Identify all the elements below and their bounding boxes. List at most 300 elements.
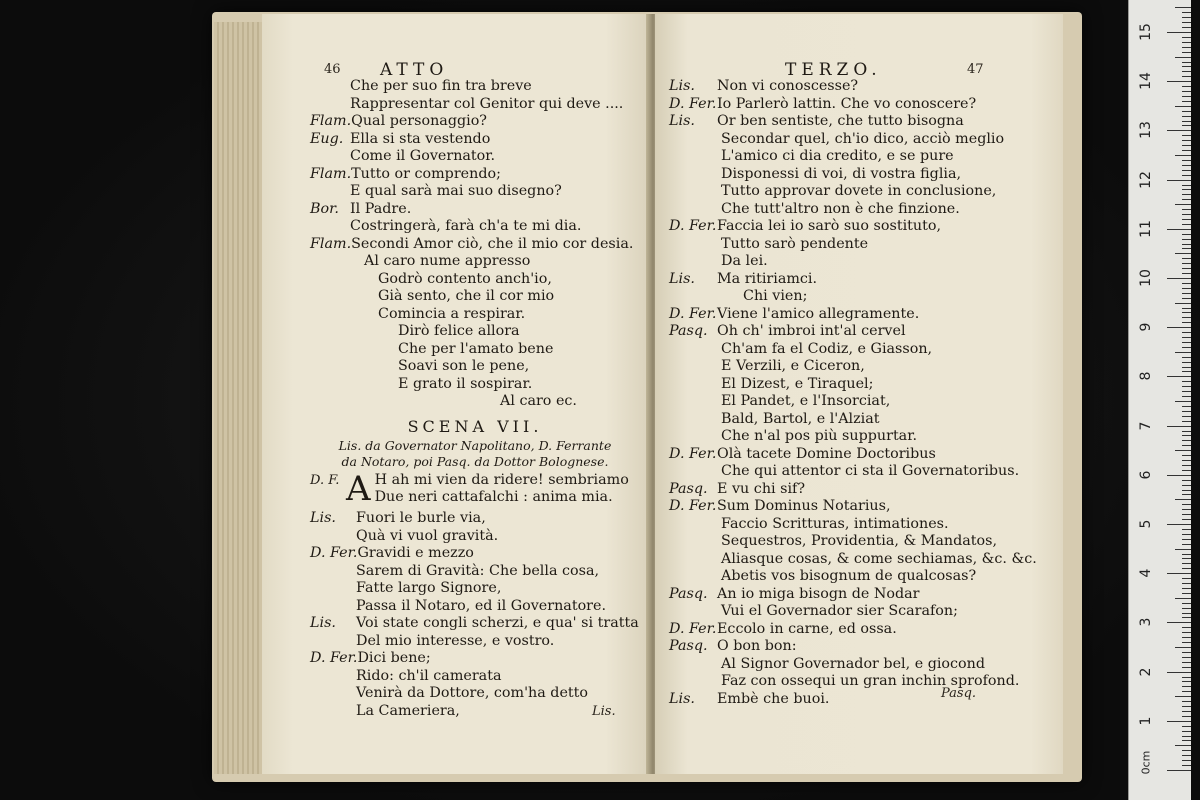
ruler-tick: [1182, 214, 1191, 215]
ruler-tick: [1182, 12, 1191, 13]
ruler-tick: [1182, 627, 1191, 628]
text-line: [310, 598, 639, 616]
speaker-label: Pasq.: [669, 480, 708, 497]
text-line: [669, 113, 1037, 131]
ruler-tick: [1175, 499, 1191, 500]
verse-text: Non vi conoscesse?: [717, 78, 859, 94]
ruler-tick: [1182, 681, 1191, 682]
text-line: [310, 253, 633, 271]
speaker-label: Lis.: [310, 615, 336, 631]
ruler-tick: [1182, 465, 1191, 466]
verse-text: E vu chi sif?: [717, 480, 806, 497]
text-line: [669, 603, 1037, 621]
ruler-tick: [1182, 642, 1191, 643]
ruler-tick: [1182, 76, 1191, 77]
text-line: [310, 201, 633, 219]
text-line: [669, 586, 1037, 604]
verse-text: Dirò felice allora: [398, 323, 520, 339]
verse-text: Secondar quel, ch'io dico, acciò meglio: [721, 130, 1005, 147]
verse-text: Tutto or comprendo;: [351, 165, 501, 182]
speaker-label: Pasq.: [669, 638, 708, 654]
speaker-label: D. F.: [310, 472, 340, 488]
ruler-tick: [1182, 22, 1191, 23]
ruler-tick: [1182, 706, 1191, 707]
verse-text: Tutto sarò pendente: [721, 235, 869, 252]
speaker-label: Flam.: [310, 235, 352, 252]
text-line: [669, 498, 1037, 516]
left-text-bottom: [310, 510, 639, 720]
ruler-tick: [1182, 632, 1191, 633]
verse-text: Eccolo in carne, ed ossa.: [717, 620, 897, 637]
ruler-tick: [1182, 160, 1191, 161]
ruler-tick: [1182, 529, 1191, 530]
ruler-tick: [1182, 37, 1191, 38]
ruler-tick: [1182, 125, 1191, 126]
ruler-tick: [1182, 750, 1191, 751]
ruler-tick: [1182, 386, 1191, 387]
ruler-tick: [1175, 7, 1191, 8]
ruler-unit-label: 0cm: [1139, 750, 1153, 775]
ruler-tick: [1182, 637, 1191, 638]
text-line: [310, 96, 633, 114]
ruler-tick: [1182, 435, 1191, 436]
ruler-tick: [1182, 460, 1191, 461]
right-page: [655, 14, 1063, 774]
text-line: [310, 113, 633, 131]
ruler-tick: [1175, 253, 1191, 254]
verse-text: Or ben sentiste, che tutto bisogna: [717, 113, 964, 129]
ruler-tick: [1182, 224, 1191, 225]
verse-text: Oh ch' imbroi int'al cervel: [717, 323, 906, 339]
ruler-tick: [1182, 371, 1191, 372]
text-line: [310, 393, 633, 411]
speaker-label: D. Fer.: [669, 620, 717, 637]
ruler-tick: [1182, 381, 1191, 382]
speaker-label: Lis.: [669, 78, 695, 94]
ruler-tick: [1182, 312, 1191, 313]
ruler-number: 3: [1138, 617, 1154, 627]
verse-text: Al Signor Governador bel, e giocond: [721, 655, 986, 672]
verse-text: Secondi Amor ciò, che il mio cor desia.: [351, 235, 634, 252]
ruler-tick: [1182, 357, 1191, 358]
ruler-tick: [1182, 519, 1191, 520]
dropcap-line-1: H ah mi vien da ridere! sembriamo: [374, 471, 629, 488]
verse-text: Quà vi vuol gravità.: [356, 527, 499, 544]
ruler-tick: [1175, 745, 1191, 746]
verse-text: Venirà da Dottore, com'ha detto: [356, 685, 589, 701]
ruler-tick: [1182, 342, 1191, 343]
verse-text: Al caro ec.: [500, 393, 577, 409]
ruler-tick: [1182, 455, 1191, 456]
ruler-number: 9: [1138, 322, 1154, 332]
verse-text: Fuori le burle via,: [356, 510, 486, 526]
ruler-number: 11: [1138, 219, 1154, 238]
ruler-tick: [1182, 480, 1191, 481]
ruler-tick: [1182, 701, 1191, 702]
verse-text: Già sento, che il cor mio: [378, 288, 555, 304]
verse-text: Faccia lei io sarò suo sostituto,: [717, 218, 941, 234]
ruler-tick: [1167, 327, 1191, 328]
ruler-tick: [1182, 116, 1191, 117]
ruler-tick: [1182, 52, 1191, 53]
verse-text: El Pandet, e l'Insorciat,: [721, 393, 891, 409]
ruler-number: 14: [1138, 72, 1154, 91]
text-line: [669, 253, 1037, 271]
ruler-tick: [1167, 622, 1191, 623]
ruler-tick: [1167, 278, 1191, 279]
left-text-top: [310, 78, 633, 411]
ruler-tick: [1182, 62, 1191, 63]
ruler-tick: [1182, 485, 1191, 486]
ruler-number: 13: [1138, 121, 1154, 140]
ruler-tick: [1182, 337, 1191, 338]
ruler-tick: [1182, 662, 1191, 663]
text-line: [669, 656, 1037, 674]
verse-text: Che qui attentor ci sta il Governatoribus.: [721, 463, 1020, 479]
ruler-tick: [1182, 199, 1191, 200]
verse-text: Comincia a respirar.: [378, 305, 526, 322]
verse-text: An io miga bisogn de Nodar: [717, 585, 920, 602]
ruler-number: 2: [1138, 667, 1154, 677]
ruler-tick: [1182, 677, 1191, 678]
right-text: [669, 78, 1037, 708]
ruler-tick: [1182, 367, 1191, 368]
text-line: [669, 411, 1037, 429]
ruler-tick: [1182, 96, 1191, 97]
speaker-label: Lis.: [669, 113, 695, 129]
verse-text: Passa il Notaro, ed il Governatore.: [356, 597, 607, 614]
ruler-tick: [1182, 514, 1191, 515]
ruler-number: 5: [1138, 519, 1154, 529]
verse-text: E Verzili, e Ciceron,: [721, 358, 865, 374]
ruler-number: 6: [1138, 470, 1154, 480]
ruler-tick: [1175, 598, 1191, 599]
text-line: [669, 551, 1037, 569]
ruler-tick: [1167, 721, 1191, 722]
verse-text: Aliasque cosas, & come sechiamas, &c. &c.: [721, 550, 1037, 567]
text-line: [669, 306, 1037, 324]
ruler-tick: [1167, 524, 1191, 525]
ruler-tick: [1182, 711, 1191, 712]
text-line: [669, 673, 1037, 691]
text-line: [310, 323, 633, 341]
ruler-tick: [1182, 145, 1191, 146]
text-line: [669, 621, 1037, 639]
ruler-tick: [1182, 175, 1191, 176]
ruler-tick: [1175, 401, 1191, 402]
ruler-tick: [1182, 347, 1191, 348]
ruler-tick: [1175, 57, 1191, 58]
speaker-label: Lis.: [669, 690, 695, 707]
speaker-label: Flam.: [310, 165, 352, 182]
ruler-tick: [1182, 539, 1191, 540]
ruler-tick: [1182, 66, 1191, 67]
verse-text: Tutto approvar dovete in conclusione,: [721, 183, 997, 199]
verse-text: Che per l'amato bene: [398, 340, 554, 357]
ruler-tick: [1182, 583, 1191, 584]
text-line: [310, 633, 639, 651]
running-header-left: ATTO: [380, 60, 449, 80]
text-line: [310, 563, 639, 581]
ruler-tick: [1182, 258, 1191, 259]
ruler-tick: [1182, 27, 1191, 28]
ruler-tick: [1182, 755, 1191, 756]
ruler-tick: [1182, 268, 1191, 269]
ruler-tick: [1182, 42, 1191, 43]
text-line: [669, 96, 1037, 114]
verse-text: Soavi son le pene,: [398, 358, 530, 374]
ruler-tick: [1182, 765, 1191, 766]
text-line: [669, 568, 1037, 586]
ruler-tick: [1175, 204, 1191, 205]
speaker-label: D. Fer.: [310, 650, 358, 666]
ruler-tick: [1182, 101, 1191, 102]
verse-text: Come il Governator.: [350, 148, 496, 164]
text-line: [310, 358, 633, 376]
text-line: [310, 183, 633, 201]
verse-text: Bald, Bartol, e l'Alziat: [721, 410, 880, 427]
ruler-tick: [1182, 17, 1191, 18]
ruler-tick: [1182, 121, 1191, 122]
ruler-tick: [1182, 760, 1191, 761]
ruler-tick: [1167, 229, 1191, 230]
ruler-tick: [1167, 180, 1191, 181]
ruler-tick: [1182, 209, 1191, 210]
verse-text: Sequestros, Providentia, & Mandatos,: [721, 533, 998, 549]
ruler-tick: [1167, 130, 1191, 131]
ruler-tick: [1167, 376, 1191, 377]
ruler-tick: [1182, 239, 1191, 240]
catchword-right: Pasq.: [941, 686, 977, 701]
ruler-tick: [1182, 421, 1191, 422]
text-line: [310, 650, 639, 668]
text-line: [669, 236, 1037, 254]
ruler-tick: [1182, 86, 1191, 87]
text-line: [310, 615, 639, 633]
text-line: [669, 131, 1037, 149]
left-page: [262, 14, 652, 774]
verse-text: Godrò contento anch'io,: [378, 270, 552, 287]
verse-text: Qual personaggio?: [351, 113, 487, 129]
verse-text: E qual sarà mai suo disegno?: [350, 183, 562, 199]
text-line: [310, 685, 639, 703]
text-line: [669, 481, 1037, 499]
ruler-tick: [1182, 667, 1191, 668]
text-line: [310, 218, 633, 236]
ruler-tick: [1182, 563, 1191, 564]
ruler-number: 4: [1138, 568, 1154, 578]
speaker-label: Lis.: [669, 270, 695, 287]
verse-text: Ch'am fa el Codiz, e Giasson,: [721, 340, 933, 357]
ruler-tick: [1175, 696, 1191, 697]
verse-text: Abetis vos bisognum de qualcosas?: [721, 568, 977, 584]
ruler-tick: [1182, 140, 1191, 141]
ruler-tick: [1182, 293, 1191, 294]
catchword-left: Lis.: [592, 704, 616, 719]
ruler-number: 15: [1138, 23, 1154, 41]
ruler-tick: [1182, 691, 1191, 692]
ruler-number: 12: [1138, 170, 1154, 189]
ruler-tick: [1182, 411, 1191, 412]
ruler-tick: [1182, 504, 1191, 505]
text-line: [310, 510, 639, 528]
verse-text: Che tutt'altro non è che finzione.: [721, 200, 960, 217]
ruler-tick: [1182, 445, 1191, 446]
ruler-tick: [1182, 406, 1191, 407]
verse-text: E grato il sospirar.: [398, 375, 533, 392]
ruler-tick: [1182, 317, 1191, 318]
text-line: [669, 341, 1037, 359]
verse-text: Io Parlerò lattin. Che vo conoscere?: [717, 95, 977, 112]
ruler-tick: [1182, 578, 1191, 579]
speaker-label: Pasq.: [669, 323, 708, 339]
ruler-tick: [1182, 613, 1191, 614]
verse-text: Vui el Governador sier Scarafon;: [721, 603, 958, 619]
text-line: [310, 376, 633, 394]
ruler-tick: [1182, 509, 1191, 510]
ruler-tick: [1182, 135, 1191, 136]
verse-text: Olà tacete Domine Doctoribus: [717, 445, 936, 462]
ruler-tick: [1167, 475, 1191, 476]
ruler-tick: [1182, 554, 1191, 555]
text-line: [310, 703, 639, 721]
text-line: [310, 131, 633, 149]
verse-text: Disponessi di voi, di vostra figlia,: [721, 165, 962, 182]
page-edges: [214, 22, 264, 774]
verse-text: Faz con ossequi un gran inchin sprofond.: [721, 673, 1020, 689]
ruler-tick: [1167, 672, 1191, 673]
ruler-tick: [1182, 189, 1191, 190]
ruler-tick: [1167, 770, 1191, 771]
ruler-tick: [1182, 686, 1191, 687]
ruler-tick: [1182, 726, 1191, 727]
verse-text: Costringerà, farà ch'a te mi dia.: [350, 218, 582, 234]
ruler-tick: [1182, 362, 1191, 363]
ruler-number: 10: [1138, 269, 1154, 287]
verse-text: Embè che buoi.: [717, 690, 830, 707]
ruler-tick: [1182, 716, 1191, 717]
verse-text: Chi vien;: [743, 288, 808, 304]
text-line: [669, 638, 1037, 656]
ruler-tick: [1182, 194, 1191, 195]
ruler-tick: [1182, 568, 1191, 569]
ruler-tick: [1182, 440, 1191, 441]
text-line: [310, 288, 633, 306]
verse-text: Fatte largo Signore,: [356, 580, 502, 596]
ruler-tick: [1182, 111, 1191, 112]
cast-line-1: Lis. da Governator Napolitano, D. Ferrante: [338, 437, 612, 453]
text-line: [669, 218, 1037, 236]
text-line: [669, 691, 1037, 709]
ruler-tick: [1182, 322, 1191, 323]
scene-block: [310, 414, 640, 508]
ruler-tick: [1182, 219, 1191, 220]
verse-text: Faccio Scritturas, intimationes.: [721, 515, 949, 532]
ruler-tick: [1182, 558, 1191, 559]
text-line: [310, 545, 639, 563]
text-line: [669, 393, 1037, 411]
ruler-tick: [1182, 657, 1191, 658]
verse-text: Il Padre.: [350, 200, 412, 217]
text-line: [669, 533, 1037, 551]
speaker-label: Bor.: [310, 200, 339, 217]
ruler-tick: [1182, 91, 1191, 92]
speaker-label: D. Fer.: [669, 445, 717, 462]
ruler-tick: [1182, 416, 1191, 417]
ruler-tick: [1175, 647, 1191, 648]
speaker-label: Eug.: [310, 130, 344, 147]
ruler-tick: [1182, 593, 1191, 594]
ruler-tick: [1167, 32, 1191, 33]
ruler-tick: [1175, 352, 1191, 353]
text-line: [669, 288, 1037, 306]
verse-text: La Cameriera,: [356, 702, 460, 719]
ruler-tick: [1182, 588, 1191, 589]
verse-text: El Dizest, e Tiraquel;: [721, 375, 874, 392]
verse-text: Rappresentar col Genitor qui deve ....: [350, 95, 624, 112]
text-line: [669, 376, 1037, 394]
verse-text: Che per suo fin tra breve: [350, 78, 532, 94]
verse-text: Voi state congli scherzi, e qua' si tratta: [356, 615, 639, 631]
ruler-tick: [1182, 71, 1191, 72]
ruler-tick: [1182, 490, 1191, 491]
text-line: [669, 428, 1037, 446]
ruler-tick: [1167, 573, 1191, 574]
text-line: [310, 341, 633, 359]
drop-cap-letter: A: [346, 468, 371, 509]
verse-text: Gravidi e mezzo: [357, 545, 474, 561]
ruler-tick: [1182, 273, 1191, 274]
verse-text: Sarem di Gravità: Che bella cosa,: [356, 562, 600, 579]
ruler-tick: [1182, 494, 1191, 495]
text-line: [310, 306, 633, 324]
ruler-tick: [1182, 47, 1191, 48]
ruler-number: 8: [1138, 371, 1154, 381]
ruler-tick: [1182, 617, 1191, 618]
ruler-tick: [1182, 263, 1191, 264]
text-line: [310, 166, 633, 184]
ruler-tick: [1167, 426, 1191, 427]
speaker-label: D. Fer.: [669, 305, 717, 322]
speaker-label: Pasq.: [669, 585, 708, 602]
ruler-tick: [1182, 470, 1191, 471]
ruler-tick: [1182, 534, 1191, 535]
ruler-tick: [1167, 81, 1191, 82]
speaker-label: D. Fer.: [669, 498, 717, 514]
text-line: [669, 516, 1037, 534]
ruler-tick: [1182, 603, 1191, 604]
page-number-right: 47: [967, 62, 984, 77]
text-line: [669, 201, 1037, 219]
speaker-label: D. Fer.: [310, 545, 358, 561]
verse-text: Del mio interesse, e vostro.: [356, 632, 555, 649]
ruler-tick: [1175, 303, 1191, 304]
verse-text: Che n'al pos più suppurtar.: [721, 428, 918, 444]
text-line: [669, 358, 1037, 376]
text-line: [669, 446, 1037, 464]
page-number-left: 46: [324, 62, 341, 77]
verse-text: O bon bon:: [717, 638, 797, 654]
speaker-label: Flam.: [310, 113, 352, 129]
dropcap-line-2: Due neri cattafalchi : anima mia.: [374, 489, 613, 505]
ruler-tick: [1175, 450, 1191, 451]
ruler-tick: [1182, 165, 1191, 166]
ruler-tick: [1175, 106, 1191, 107]
verse-text: Sum Dominus Notarius,: [717, 498, 891, 514]
text-line: [310, 148, 633, 166]
ruler-tick: [1175, 155, 1191, 156]
speaker-label: D. Fer.: [669, 218, 717, 234]
